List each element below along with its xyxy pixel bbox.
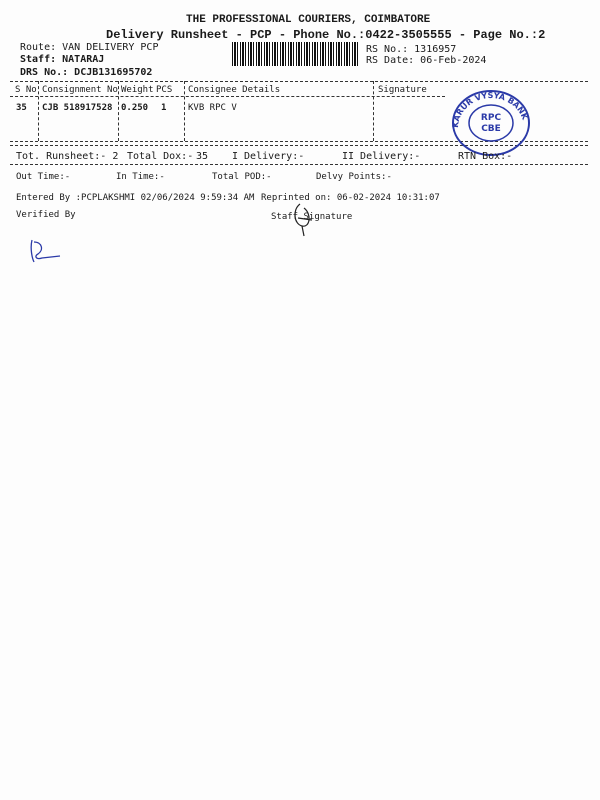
- ii-delivery: II Delivery:-: [342, 151, 421, 162]
- verifier-handwritten-signature: [28, 236, 64, 266]
- total-dox-value: 35: [196, 151, 209, 162]
- table-cell-consignee: KVB RPC V: [188, 103, 237, 113]
- page-title: THE PROFESSIONAL COURIERS, COIMBATORE: [186, 14, 431, 26]
- delvy-points: Delvy Points:-: [316, 172, 392, 182]
- verified-by: Verified By: [16, 210, 76, 220]
- column-header-consignment: Consignment No: [42, 85, 118, 95]
- route-text: Route: VAN DELIVERY PCP: [20, 42, 159, 53]
- rs-number: RS No.: 1316957: [366, 44, 457, 55]
- rtn-box: RTN Box:-: [458, 151, 513, 162]
- column-header-sno: S No: [15, 85, 37, 95]
- divider: [118, 81, 119, 141]
- reprinted-on: Reprinted on: 06-02-2024 10:31:07: [261, 193, 440, 203]
- column-header-weight: Weight: [121, 85, 154, 95]
- out-time: Out Time:-: [16, 172, 71, 182]
- column-header-signature: Signature: [378, 85, 427, 95]
- divider: [10, 164, 588, 165]
- rs-date: RS Date: 06-Feb-2024: [366, 55, 487, 66]
- stamp-inner-text: RPC: [480, 113, 502, 123]
- tot-runsheet: Tot. Runsheet:- 2: [16, 151, 119, 162]
- divider: [184, 81, 185, 141]
- staff-text: Staff: NATARAJ: [20, 54, 105, 65]
- table-cell-pcs: 1: [161, 103, 167, 113]
- staff-signature-label: Staff Signature: [271, 212, 353, 222]
- table-cell-weight: 0.250: [121, 103, 149, 113]
- total-pod: Total POD:-: [212, 172, 272, 182]
- column-header-consignee: Consignee Details: [188, 85, 281, 95]
- column-header-pcs: PCS: [156, 85, 173, 95]
- total-dox-label: Total Dox:-: [127, 151, 194, 162]
- divider: [10, 81, 588, 82]
- stamp-inner-text: CBE: [481, 124, 501, 134]
- entered-by: Entered By :PCPLAKSHMI 02/06/2024 9:59:34 AM: [16, 193, 255, 203]
- stamp-outer-text: KARUR VYSYA BANK: [450, 90, 530, 129]
- i-delivery: I Delivery:-: [232, 151, 305, 162]
- staff-handwritten-signature: [282, 200, 322, 240]
- barcode: [232, 42, 358, 66]
- page-subtitle: Delivery Runsheet - PCP - Phone No.:0422-3505555 - Page No.:2: [106, 28, 546, 42]
- divider: [10, 96, 445, 97]
- in-time: In Time:-: [116, 172, 165, 182]
- table-cell-consignment: CJB 518917528: [42, 103, 113, 113]
- table-cell-sno: 35: [16, 103, 27, 113]
- divider: [373, 81, 374, 141]
- divider: [38, 81, 39, 141]
- drs-number: DRS No.: DCJB131695702: [20, 67, 153, 78]
- bank-stamp: [446, 86, 536, 156]
